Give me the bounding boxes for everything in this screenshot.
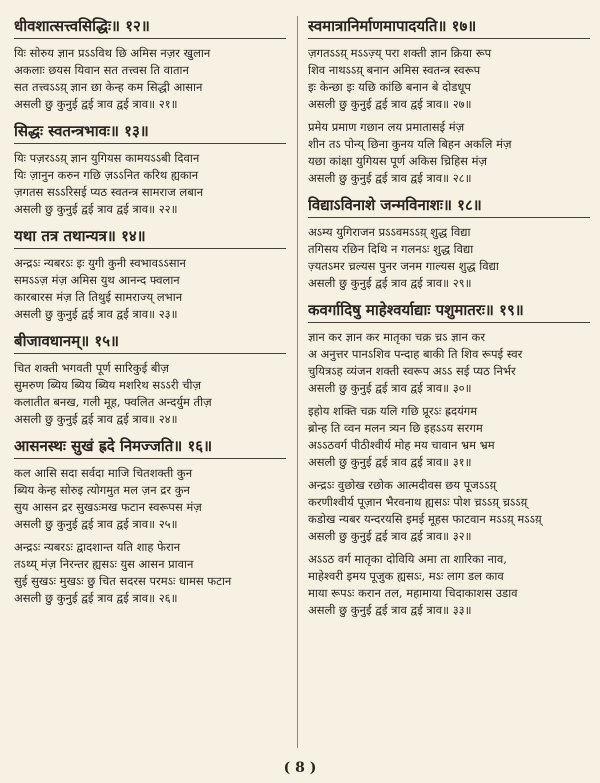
verse-line: करणीश्वीर्य पूज़ान भैरवनाथ ह्यसऽः पोश च्रऽऽय़् च्रऽऽय़् [308, 495, 528, 509]
page-number: ( 8 ) [283, 760, 317, 776]
verse-line: इहोय शक्ति चक्र यलि गछि प्रूरऽः ह्रदयंगम [308, 404, 478, 418]
sutra-heading: कवर्गादिषु माहेश्वर्याद्याः पशुमातरः॥ १९॥ [308, 298, 590, 323]
verse-line: असली छु कुनुई द्वई त्राव द्वई त्राव॥ २६॥ [14, 591, 178, 605]
verse [14, 45, 286, 113]
verse-line: शिव नाथऽऽय़् बनान अमिस स्वतन्त्र स्वरूप [308, 63, 481, 77]
verse-line: कल आसि सदा सर्वदा माजि चितशक्ती कुन [14, 466, 193, 480]
verse-line: अऽऽठवर्ग पीठीश्वीर्य मोह मय चावान भ्रम भ्रम [308, 438, 495, 452]
verse-line: माया रूपऽः करान तल, महामाया चिदाकाशस उडाव [308, 586, 518, 600]
verse-line: माहेश्वरी इमय पूजुक ह्यसऽः, मऽः लाग डल काव [308, 569, 504, 583]
verse-line: असली छु कुनुई द्वई त्राव द्वई त्राव॥ २९॥ [308, 276, 472, 290]
verse-line: चुयित्रऽह व्यंजन शक्ती स्वरूप अऽऽ सई प्यठ निर्भर [308, 364, 516, 378]
verse-line: असली छु कुनुई द्वई त्राव द्वई त्राव॥ २३॥ [14, 307, 178, 321]
verse-line: सत तत्त्वऽऽय़् ज्ञान छा केन्ह कम सिद्धी आसान [14, 80, 203, 94]
verse [308, 329, 590, 397]
right-column [308, 14, 590, 619]
verse [308, 477, 590, 545]
verse [308, 224, 590, 292]
verse-line: यिः पज़रऽऽय़् ज्ञान युगियस कामयऽऽबी दिवान [14, 151, 200, 165]
verse-line: असली छु कुनुई द्वई त्राव द्वई त्राव॥ ३०॥ [308, 381, 472, 395]
verse-line: ज़गतस सऽऽरिसई प्यठ स्वतन्त्र सामराज लबान [14, 185, 204, 199]
verse-line: यछा कांक्षा युगियस पूर्ण अकिस च्रिहिस मंज़ [308, 154, 488, 168]
verse [14, 255, 286, 323]
sutra-heading: आसनस्थः सुखं ह्रदे निमज्जति॥ १६॥ [14, 434, 286, 459]
verse-line: समऽऽज़ मंज़ अमिस युथ आनन्द फ्वलान [14, 273, 180, 287]
verse [14, 360, 286, 428]
verse-line: असली छु कुनुई द्वई त्राव द्वई त्राव॥ २४॥ [14, 412, 178, 426]
sutra-heading: सिद्धः स्वतन्त्रभावः॥ १३॥ [14, 119, 286, 144]
verse-line: असली छु कुनुई द्वई त्राव द्वई त्राव॥ २८॥ [308, 171, 472, 185]
verse-line: इः केन्छा इः यछि कांछि बनान बे दोडधूप [308, 80, 471, 94]
verse-line: ब्रोन्ह ति व्वन मलन त्र्यन छि इहऽऽय सरगम [308, 421, 483, 435]
verse [308, 119, 590, 187]
verse-line: अन्द्रऽः न्यबरऽः द्वादशान्त यति शाह फेरान [14, 540, 181, 554]
verse [308, 45, 590, 113]
verse-line: अऽम्य युगिराजन प्रऽऽवमऽऽय़् शुद्ध विद्या [308, 225, 471, 239]
sutra-heading: यथा तत्र तथान्यत्र॥ १४॥ [14, 224, 286, 249]
verse-line: सुई सुखऽः मुखऽः छु चित सदरस परमऽः धामस फटान [14, 574, 232, 588]
verse-line: अऽऽठ वर्ग मातृका दोवियि अमा ता शारिका नाव, [308, 552, 507, 566]
verse-line: तऽथ्य् मंज़ निरन्तर ह्यसऽः युस आसन प्रावान [14, 557, 194, 571]
verse-line: शीन तऽ पोन्य् छिना कुनय यलि बिहन अकलि मंज़ [308, 137, 512, 151]
verse-line: ज्ञान कर ज्ञान कर मातृका चक्र च्रऽ ज्ञान कर [308, 330, 486, 344]
verse [14, 539, 286, 607]
verse-line: सुमरुण ब्यिय ब्यिय ब्यिय मशरिथ सऽऽरी चीज़ [14, 378, 202, 392]
verse-line: यिः सोरुय ज्ञान प्रऽऽविथ छि अमिस नज़र खुलान [14, 46, 211, 60]
verse-line: अन्द्रऽः न्यबरऽः इः युगी कुनी स्वभावऽऽसान [14, 256, 186, 270]
sutra-heading: स्वमात्रानिर्माणमापादयति॥ १७॥ [308, 14, 590, 39]
verse-line: चित शक्ती भगवती पूर्ण सारिकुई बीज़ [14, 361, 169, 375]
verse-line: ज़्यतऽमर च्रल्यस पुनर जनम गाल्यस शुद्ध विद्या [308, 259, 499, 273]
sutra-section [308, 14, 590, 187]
verse-line: कारबारस मंज़ ति तिथुई सामराज्य् लभान [14, 290, 183, 304]
sutra-section [308, 298, 590, 619]
column-divider [297, 16, 298, 748]
sutra-heading: बीजावधानम्॥ १५॥ [14, 329, 286, 354]
verse-line: तगिसय रछिन दिथि न गलनऽः शुद्ध विद्या [308, 242, 474, 256]
verse-line: असली छु कुनुई द्वई त्राव द्वई त्राव॥ ३२॥ [308, 529, 472, 543]
verse-line: असली छु कुनुई द्वई त्राव द्वई त्राव॥ २७॥ [308, 97, 472, 111]
verse-line: कलातीत बनख, गली मूह, फ्वलित अन्दर्युम तीज़ [14, 395, 212, 409]
verse [14, 465, 286, 533]
sutra-section [308, 193, 590, 292]
verse-line: अ अनुत्तर पानऽशिव पन्दाह बाकी ति शिव रूपई स्वर [308, 347, 523, 361]
verse-line: प्रमेय प्रमाण गछान लय प्रमातासई मंज़ [308, 120, 465, 134]
verse-line: कडोख न्यबर यन्दरयसि इमई मूहस फाटवान मऽऽय़् मऽऽय़् [308, 512, 542, 526]
sutra-section [14, 329, 286, 428]
sutra-heading: विद्याऽविनाशे जन्मविनाशः॥ १८॥ [308, 193, 590, 218]
verse-line: ज़गतऽऽय़् मऽऽज़्य् परा शक्ती ज्ञान क्रिया रूप [308, 46, 492, 60]
sutra-section [14, 14, 286, 113]
verse-line: असली छु कुनुई द्वई त्राव द्वई त्राव॥ २५॥ [14, 517, 178, 531]
verse [14, 150, 286, 218]
verse-line: असली छु कुनुई द्वई त्राव द्वई त्राव॥ ३१॥ [308, 455, 472, 469]
sutra-section [14, 434, 286, 607]
verse [308, 403, 590, 471]
verse-line: सुय आसन द्रर सुखऽःमख फटान स्वरूपस मंज़ [14, 500, 202, 514]
verse-line: असली छु कुनुई द्वई त्राव द्वई त्राव॥ ३३॥ [308, 603, 472, 617]
verse-line: अकलाः छयस यिवान सत तत्त्वस ति वातान [14, 63, 189, 77]
verse-line: असली छु कुनुई द्वई त्राव द्वई त्राव॥ २१॥ [14, 97, 178, 111]
verse-line: यिः ज़ानुन करुन गछि ज़ऽऽनित करिथ ह्यकान [14, 168, 199, 182]
verse [308, 551, 590, 619]
sutra-section [14, 119, 286, 218]
verse-line: असली छु कुनुई द्वई त्राव द्वई त्राव॥ २२॥ [14, 202, 178, 216]
sutra-heading: धीवशात्सत्त्वसिद्धिः॥ १२॥ [14, 14, 286, 39]
verse-line: अन्द्रऽः वुछोख रछोक आत्मदीवस छय पूजऽऽय़् [308, 478, 497, 492]
left-column [14, 14, 286, 607]
verse-line: ब्यिय केन्ह सोरुइ त्योगमुत मल ज़न द्रर कुन [14, 483, 190, 497]
sutra-section [14, 224, 286, 323]
